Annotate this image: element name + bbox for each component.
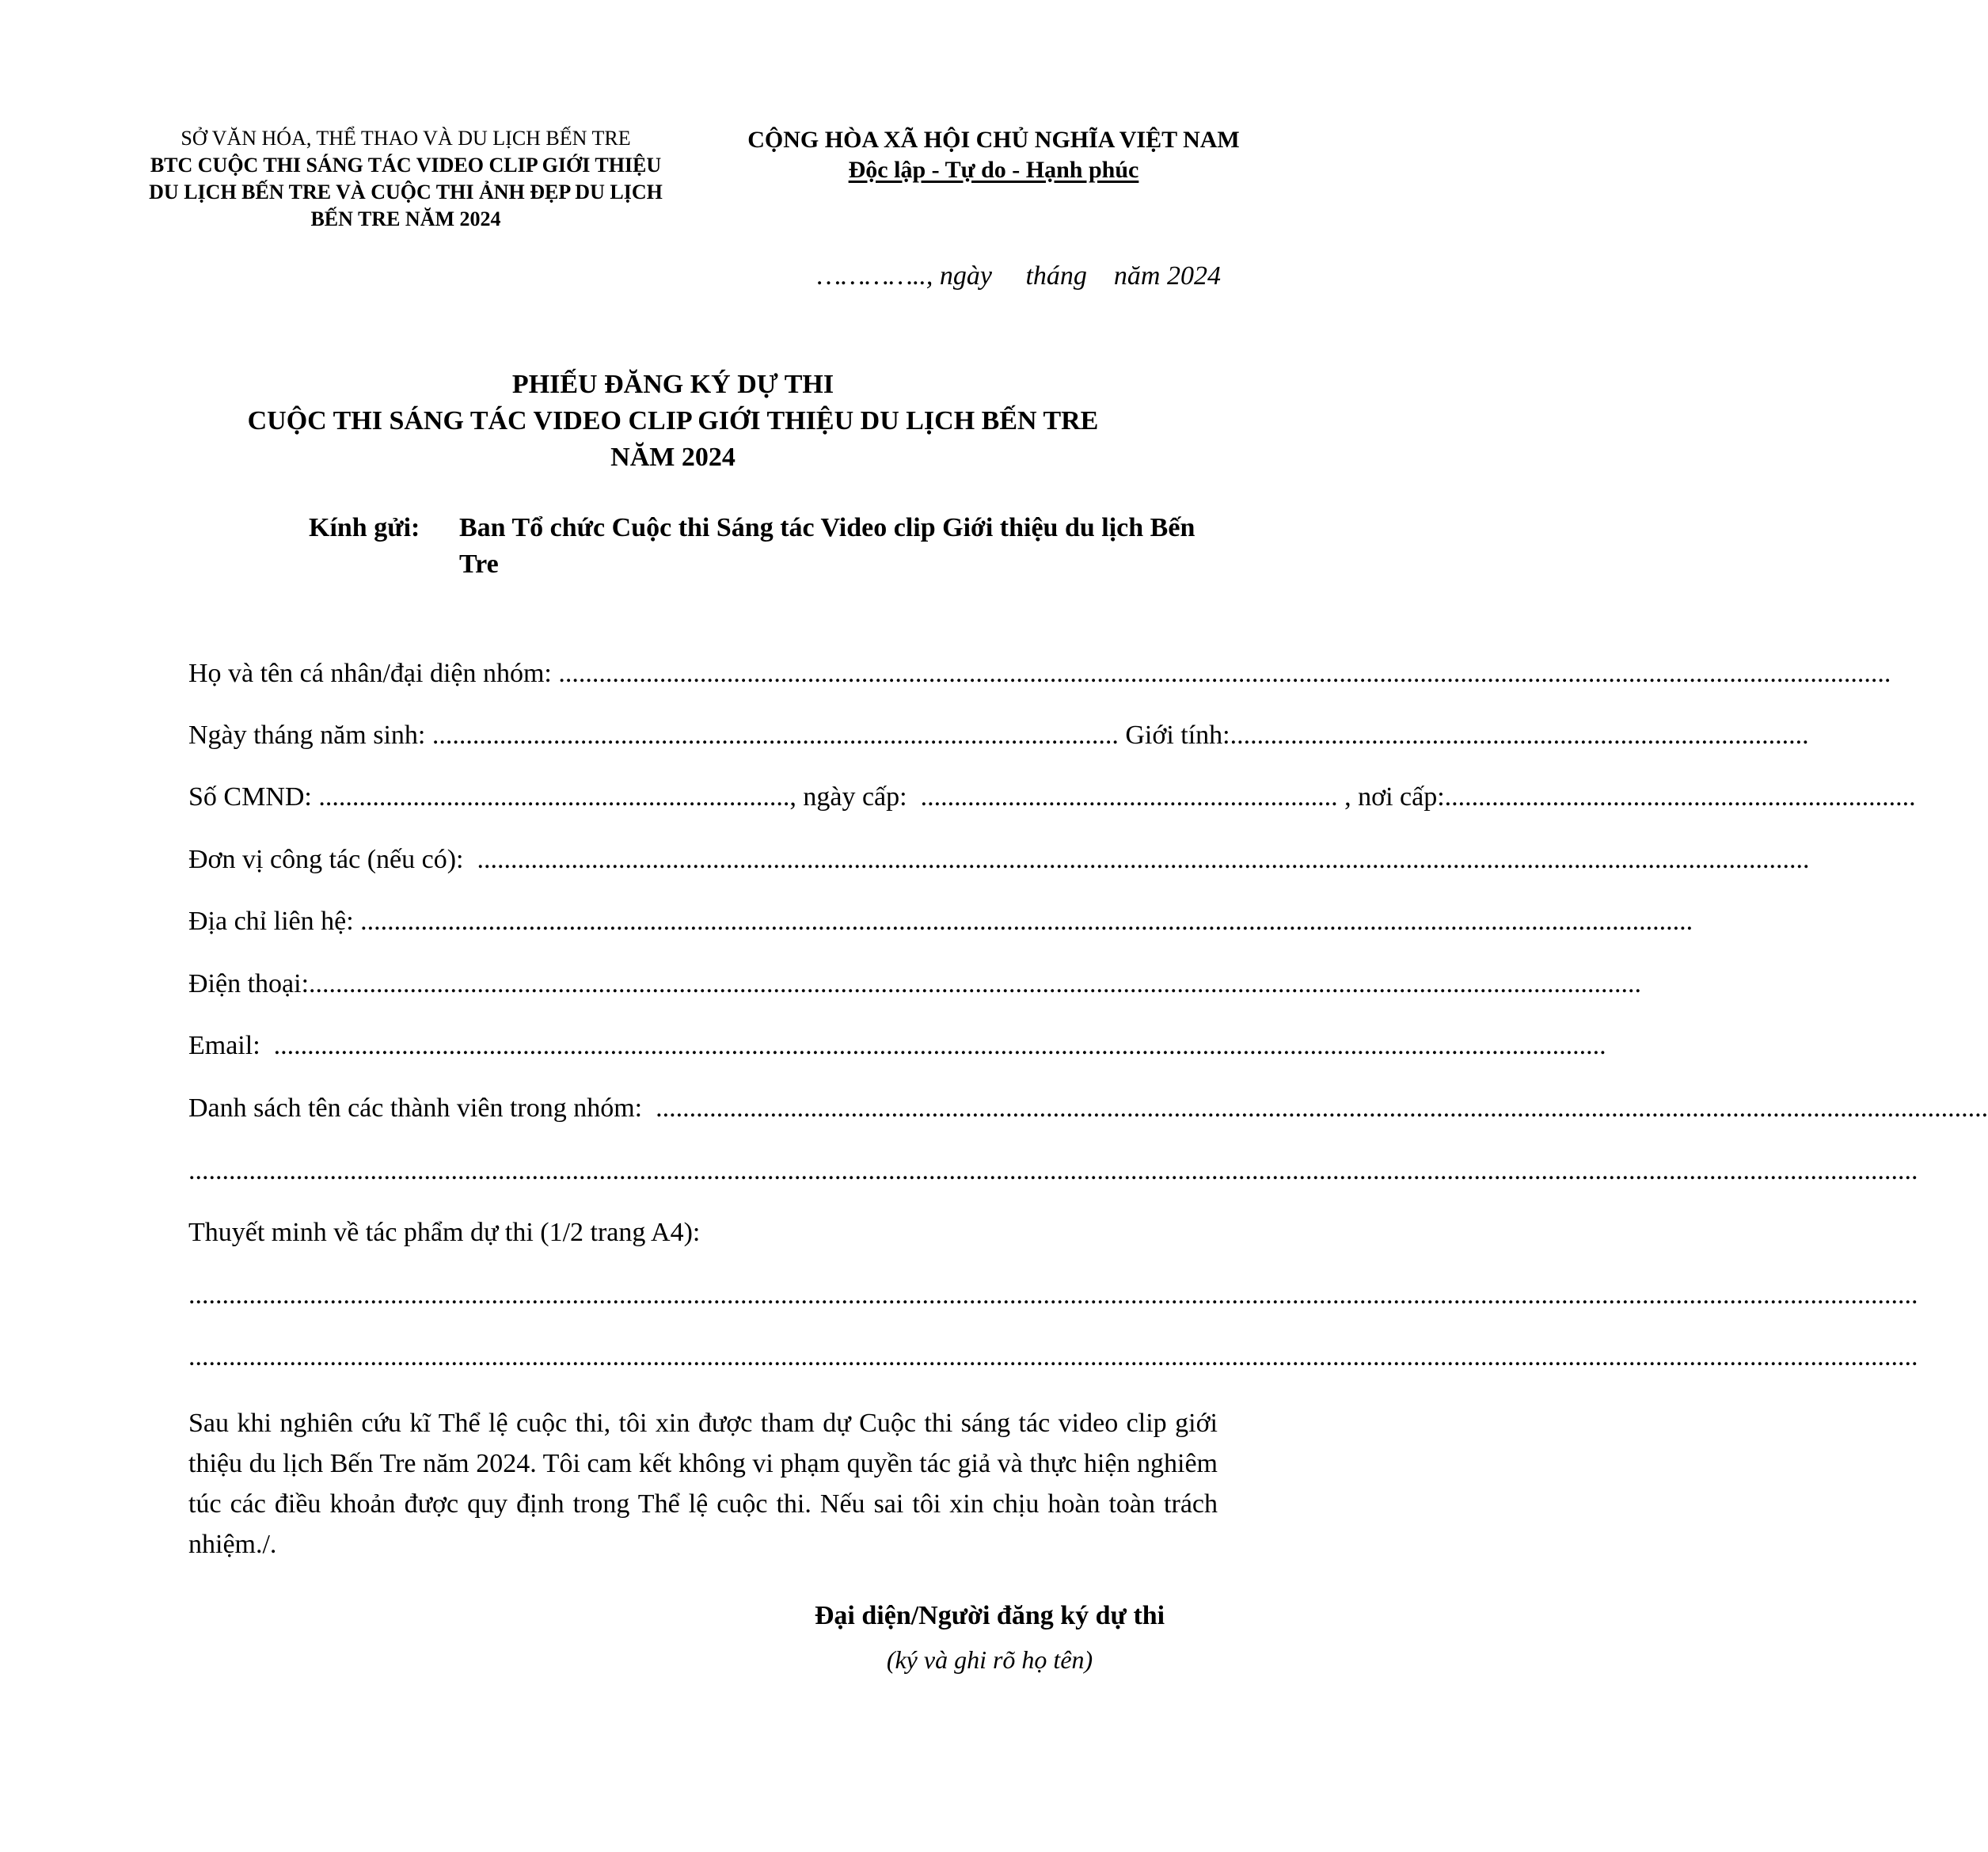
issue-place-label: , nơi cấp: (1337, 782, 1445, 812)
members-blank[interactable]: ...................................................................................................................................................................................................... (656, 1093, 1988, 1123)
phone-label: Điện thoại: (188, 969, 310, 998)
address-label: Địa chỉ liên hệ: (188, 907, 361, 936)
workplace-label: Đơn vị công tác (nếu có): (188, 845, 477, 874)
field-members-extra-line (188, 1154, 1918, 1188)
organizing-committee-line-3: BẾN TRE NĂM 2024 (310, 207, 501, 230)
date-line: ………….., ngày tháng năm 2024 (816, 261, 1221, 291)
id-number-label: Số CMND: (188, 782, 319, 812)
form-title-line-1: PHIẾU ĐĂNG KÝ DỰ THI (511, 370, 834, 399)
national-header-block (709, 125, 1279, 185)
description-blank-line-2[interactable]: ................................................................................................................................................................................................................................................................. (188, 1342, 1918, 1371)
form-title (119, 367, 1227, 476)
field-dob-gender (188, 719, 1809, 752)
national-motto: Độc lập - Tự do - Hạnh phúc (848, 157, 1139, 183)
signature-title: Đại diện/Người đăng ký dự thi (814, 1601, 1165, 1630)
phone-blank[interactable]: ...................................................................................................................................................................................................... (309, 969, 1642, 998)
workplace-blank[interactable]: ...................................................................................................................................................................................................... (477, 845, 1810, 874)
gender-blank[interactable]: ...................................................................................... (1230, 721, 1809, 750)
field-address (188, 905, 1693, 938)
nation-name: CỘNG HÒA XÃ HỘI CHỦ NGHĨA VIỆT NAM (747, 127, 1240, 153)
form-title-line-2: CUỘC THI SÁNG TÁC VIDEO CLIP GIỚI THIỆU DU LỊCH BẾN TRE (247, 406, 1099, 435)
commitment-paragraph: Sau khi nghiên cứu kĩ Thể lệ cuộc thi, tôi xin được tham dự Cuộc thi sáng tác video clip giới thiệu du lịch Bến Tre năm 2024. Tôi cam kết không vi phạm quyền tác giả và thực hiện nghiêm túc các điều khoản được quy định trong Thể lệ cuộc thi. Nếu sai tôi xin chịu hoàn toàn trách nhiệm./. (188, 1409, 1218, 1559)
field-full-name (188, 657, 1891, 690)
gender-label: Giới tính: (1118, 721, 1230, 750)
description-blank-line-1[interactable]: ................................................................................................................................................................................................................................................................. (188, 1280, 1918, 1310)
department-name: SỞ VĂN HÓA, THỂ THAO VÀ DU LỊCH BẾN TRE (181, 127, 631, 150)
email-label: Email: (188, 1031, 274, 1060)
email-blank[interactable]: ...................................................................................................................................................................................................... (273, 1031, 1606, 1060)
field-workplace (188, 843, 1810, 877)
full-name-label: Họ và tên cá nhân/đại diện nhóm: (188, 659, 559, 688)
field-description-line-1 (188, 1279, 1918, 1312)
field-id (188, 781, 1916, 814)
description-label: Thuyết minh về tác phẩm dự thi (1/2 trang A4): (188, 1218, 701, 1247)
issue-place-blank[interactable]: ...................................................................... (1444, 782, 1916, 812)
organizing-committee-line-1: BTC CUỘC THI SÁNG TÁC VIDEO CLIP GIỚI THIỆU (150, 154, 662, 177)
members-label: Danh sách tên các thành viên trong nhóm: (188, 1093, 656, 1123)
recipient-label: Kính gửi: (309, 513, 420, 542)
address-blank[interactable]: ...................................................................................................................................................................................................... (360, 907, 1693, 936)
field-email (188, 1029, 1606, 1063)
form-title-line-3: NĂM 2024 (610, 443, 736, 472)
issue-date-blank[interactable]: .............................................................. (920, 782, 1338, 812)
dob-label: Ngày tháng năm sinh: (188, 721, 432, 750)
members-blank-line-2[interactable]: ................................................................................................................................................................................................................................................................. (188, 1156, 1918, 1185)
recipient-text: Ban Tổ chức Cuộc thi Sáng tác Video clip Giới thiệu du lịch Bến Tre (459, 513, 1195, 579)
issuing-agency-block (119, 125, 693, 233)
field-members (188, 1092, 1988, 1125)
full-name-blank[interactable]: ...................................................................................................................................................................................................... (558, 659, 1891, 688)
issue-date-label: , ngày cấp: (789, 782, 921, 812)
organizing-committee-line-2: DU LỊCH BẾN TRE VÀ CUỘC THI ẢNH ĐẸP DU LỊCH (149, 181, 663, 203)
field-phone (188, 968, 1642, 1001)
field-description-line-2 (188, 1341, 1918, 1374)
signature-note: (ký và ghi rõ họ tên) (886, 1645, 1093, 1674)
id-number-blank[interactable]: ...................................................................... (318, 782, 790, 812)
dob-blank[interactable]: ...................................................................................................... (431, 721, 1119, 750)
field-description (188, 1216, 1218, 1249)
